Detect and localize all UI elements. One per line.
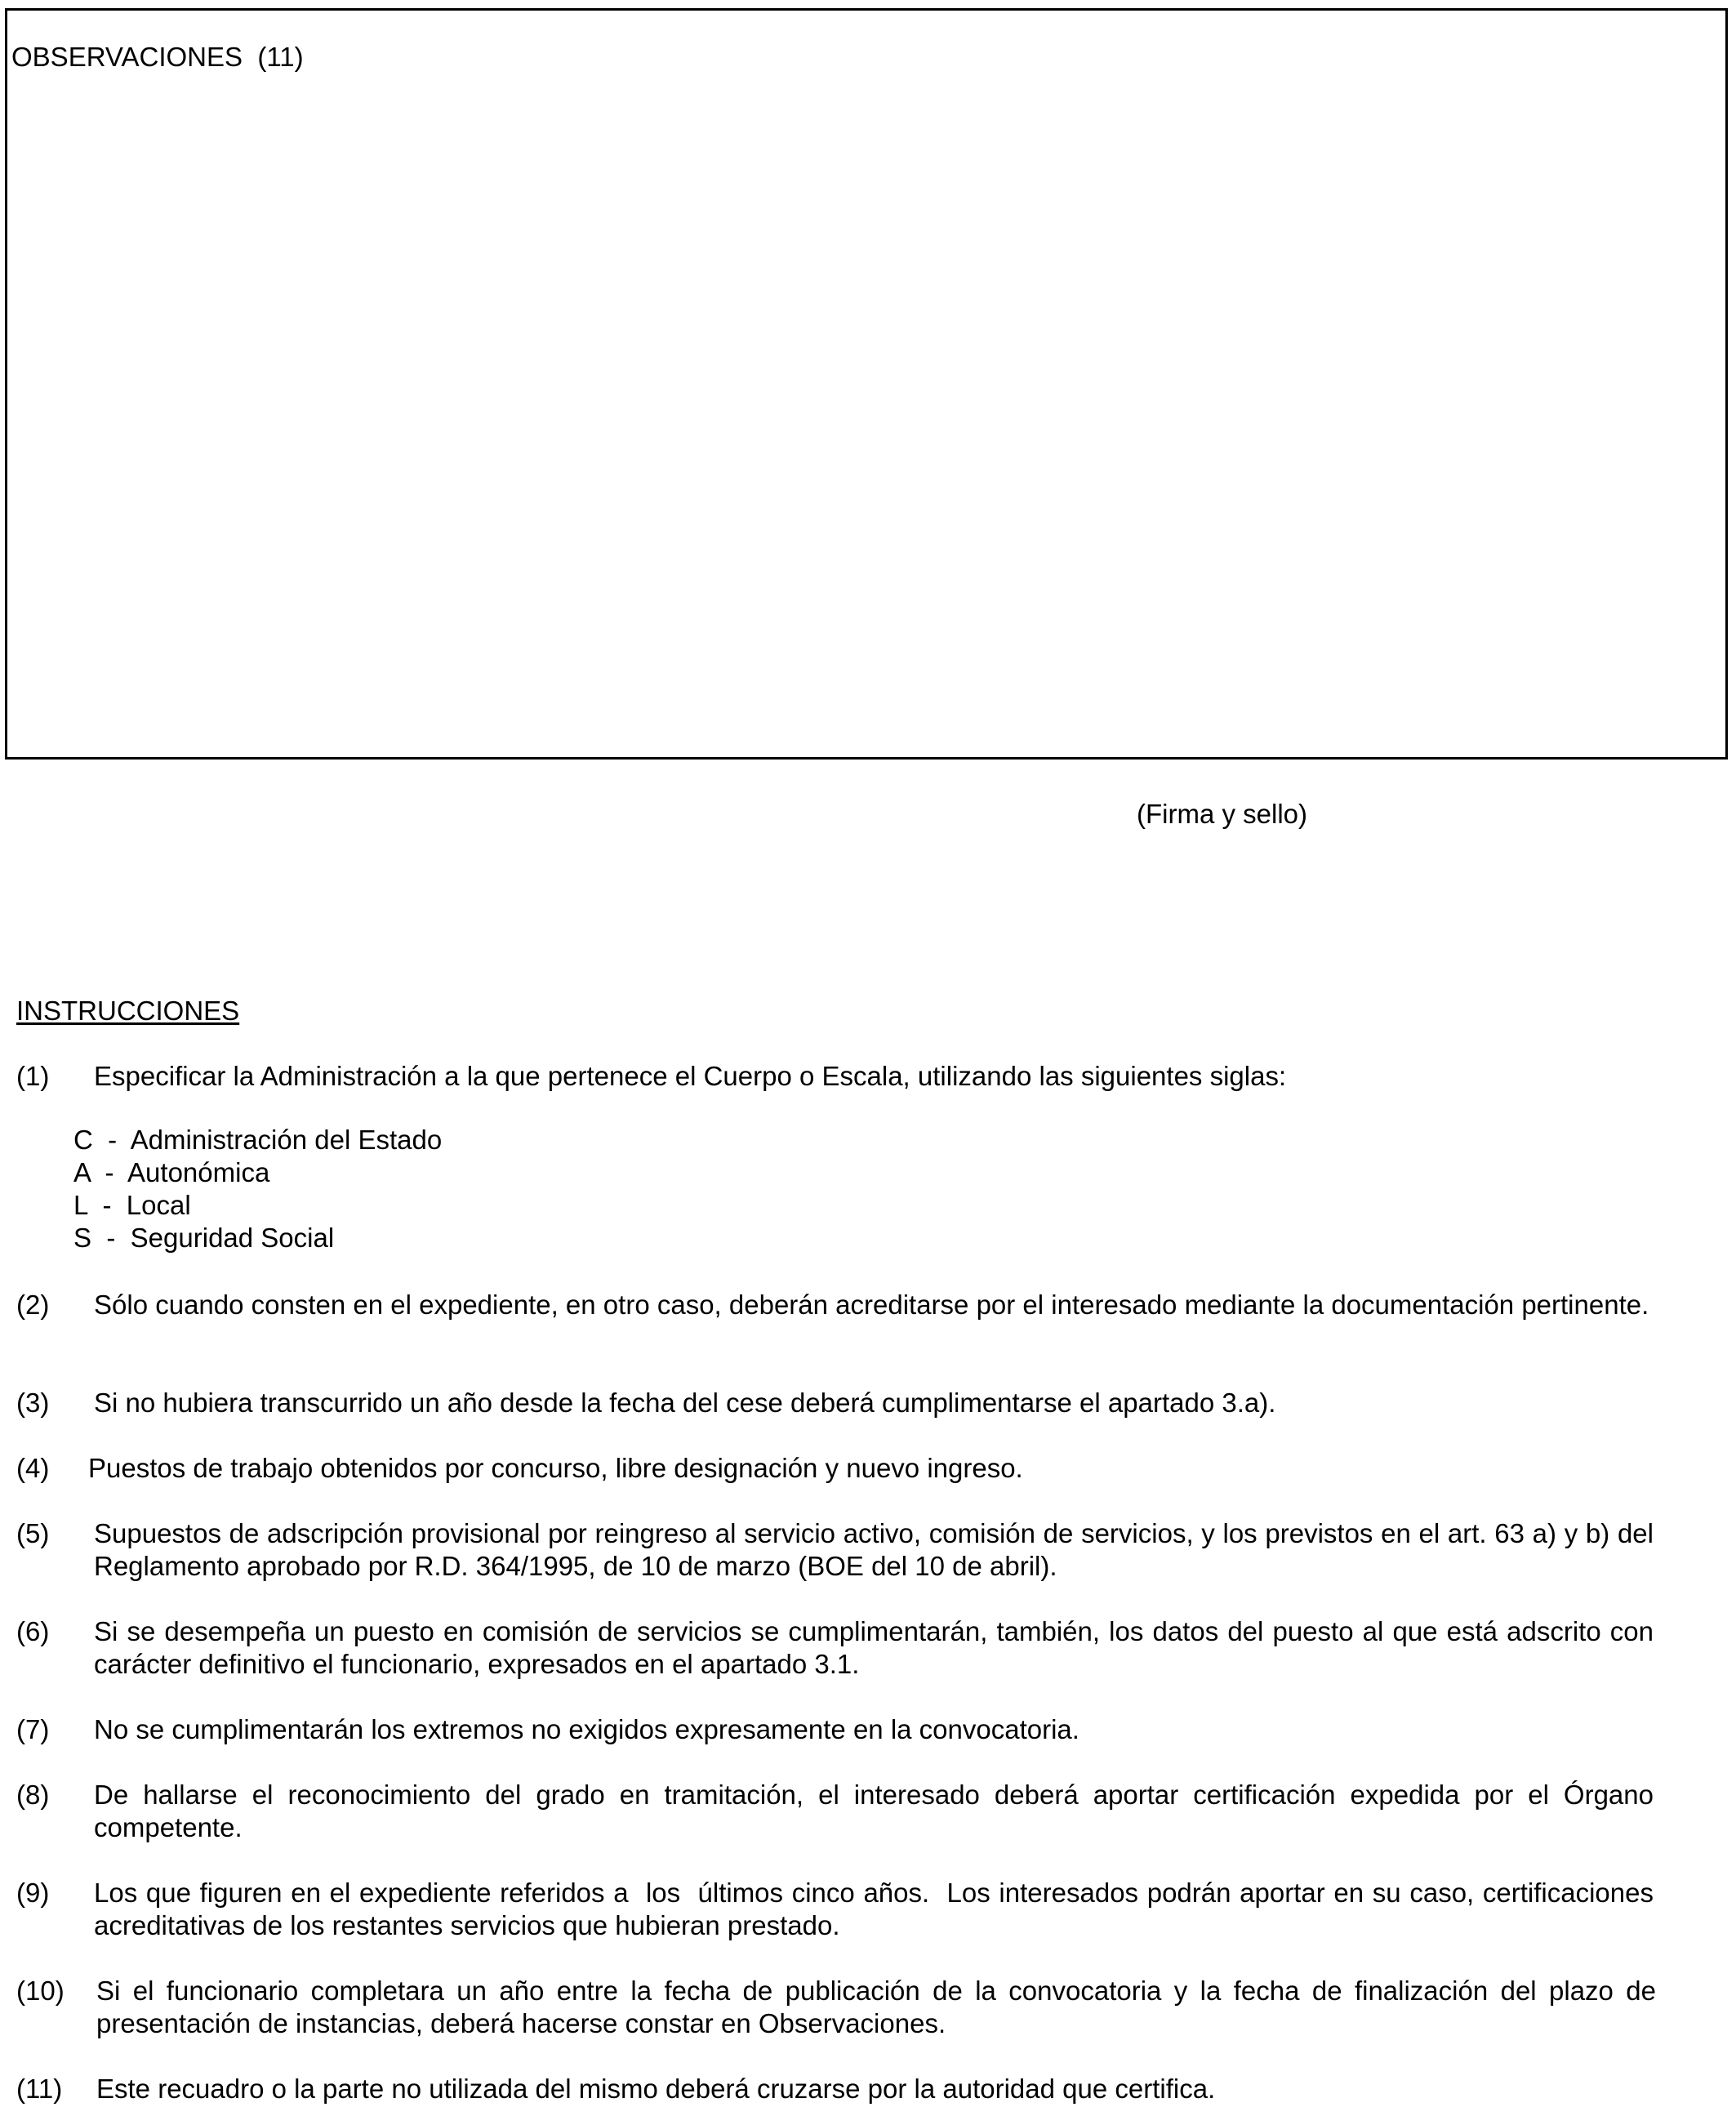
instruction-note-1: [16, 1060, 1649, 1093]
note-number: (10): [16, 1976, 65, 2006]
instrucciones-heading: INSTRUCCIONES: [16, 996, 240, 1026]
note-text: Sólo cuando consten en el expediente, en otro caso, deberán acreditarse por el interesado mediante la documentación pertinente.: [94, 1290, 1649, 1320]
instruction-note-8: [16, 1779, 1654, 1844]
note-number: (2): [16, 1290, 50, 1320]
note-text: Los que figuren en el expediente referidos a los últimos cinco años. Los interesados podrán aportar en su caso, certificaciones acreditativas de los restantes servicios que hubieran prestado.: [94, 1878, 1662, 1940]
note-text: Si no hubiera transcurrido un año desde la fecha del cese deberá cumplimentarse el apartado 3.a).: [94, 1388, 1276, 1418]
note-text: Especificar la Administración a la que pertenece el Cuerpo o Escala, utilizando las siguientes siglas:: [94, 1061, 1287, 1091]
note-number: (1): [16, 1061, 50, 1091]
note-number: (7): [16, 1714, 50, 1744]
note-text: Si el funcionario completara un año entre la fecha de publicación de la convocatoria y la fecha de finalización del plazo de presentación de instancias, deberá hacerse constar en Observaciones.: [96, 1976, 1656, 2038]
note-number: (11): [16, 2074, 63, 2104]
instruction-note-11: [16, 2073, 1649, 2105]
instruction-note-4: [16, 1452, 1649, 1485]
instruction-note-6: [16, 1615, 1654, 1681]
instruction-note-5: [16, 1517, 1654, 1583]
sigla-item: A - Autonómica: [73, 1157, 270, 1187]
sigla-item: C - Administración del Estado: [73, 1125, 443, 1155]
instruction-note-9: [16, 1877, 1662, 1942]
note-text: Este recuadro o la parte no utilizada del mismo deberá cruzarse por la autoridad que certifica.: [96, 2074, 1216, 2104]
note-text: Puestos de trabajo obtenidos por concurso, libre designación y nuevo ingreso.: [88, 1453, 1023, 1483]
instruction-note-3: [16, 1387, 1649, 1419]
observaciones-box: [5, 8, 1728, 760]
sigla-item: L - Local: [73, 1190, 191, 1220]
firma-y-sello-label: (Firma y sello): [1137, 799, 1308, 829]
note-number: (4): [16, 1453, 50, 1483]
sigla-item: S - Seguridad Social: [73, 1223, 335, 1253]
instruction-note-10: [16, 1975, 1656, 2040]
siglas-list: [73, 1124, 442, 1254]
note-text: De hallarse el reconocimiento del grado en tramitación, el interesado deberá aportar certificación expedida por el Órgano competente.: [94, 1780, 1654, 1842]
instruction-note-7: [16, 1713, 1649, 1746]
note-number: (9): [16, 1878, 50, 1908]
note-text: Supuestos de adscripción provisional por reingreso al servicio activo, comisión de servicios, y los previstos en el art. 63 a) y b) del Reglamento aprobado por R.D. 364/1995, de 10 de marzo (BOE del 10 de abril).: [94, 1518, 1654, 1581]
instruction-note-2: [16, 1289, 1649, 1321]
note-number: (8): [16, 1780, 50, 1810]
note-text: No se cumplimentarán los extremos no exigidos expresamente en la convocatoria.: [94, 1714, 1079, 1744]
note-text: Si se desempeña un puesto en comisión de servicios se cumplimentarán, también, los datos del puesto al que está adscrito con carácter definitivo el funcionario, expresados en el apartado 3.1.: [94, 1616, 1654, 1679]
note-number: (3): [16, 1388, 50, 1418]
observaciones-title: OBSERVACIONES (11): [11, 42, 304, 72]
note-number: (6): [16, 1616, 50, 1646]
note-number: (5): [16, 1518, 50, 1548]
